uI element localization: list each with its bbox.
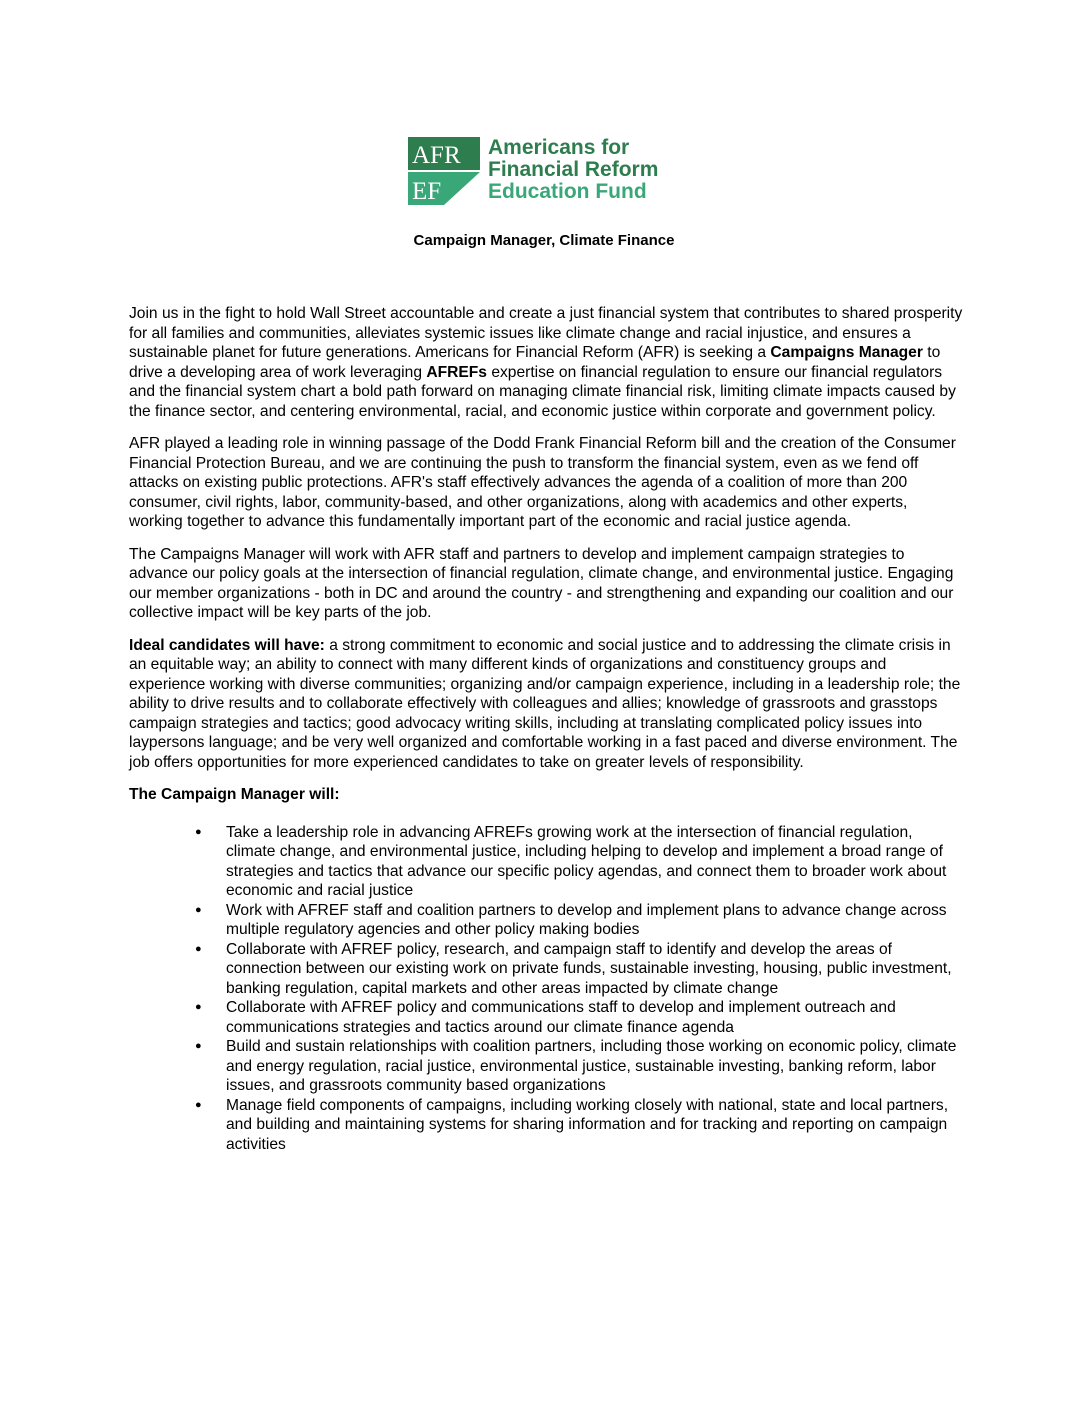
afr-logo [408,137,678,207]
intro-bold-position: Campaigns Manager [770,344,923,361]
intro-text-1: Join us in the fight to hold Wall Street accountable and create a just financial system that contributes to shared prosperity for all families and communities, alleviates systemic issues like climate change and racial injustice, and ensures a sustainable planet for future generations. Americans for Financial Reform (AFR) is seeking a [129,305,963,361]
intro-text-3: expertise on financial regulation to ensure our financial regulators and the financial system chart a bold path forward on managing climate financial risk, limiting climate impacts caused by the finance sector, and centering environmental, racial, and economic justice within corporate and government policy. [129,363,956,420]
logo-line-3: Education Fund [488,180,647,203]
duties-list [129,823,964,1155]
afr-logo-mark [408,137,480,205]
duty-item: ● Work with AFREF staff and coalition partners to develop and implement plans to advance change across multiple regulatory agencies and other policy making bodies [129,901,964,940]
ideal-candidates-lead: Ideal candidates will have: [129,636,325,654]
duty-item: ● Collaborate with AFREF policy, research, and campaign staff to identify and develop the areas of connection between our existing work on private funds, sustainable investing, housing, public investment, banking regulation, capital markets and other areas impacted by climate change [129,940,964,999]
intro-paragraph [129,304,964,421]
duty-item: ● Take a leadership role in advancing AFREFs growing work at the intersection of financial regulation, climate change, and environmental justice, including helping to develop and implement a broad range of strategies and tactics that advance our specific policy agendas, and connect them to broader work about economic and racial justice [129,823,964,901]
logo-mark-bottom-text: EF [412,178,442,205]
role-paragraph: The Campaigns Manager will work with AFR staff and partners to develop and implement campaign strategies to advance our policy goals at the intersection of financial regulation, climate change, and environmental justice. Engaging our member organizations - both in DC and around the country - and strengthening and expanding our coalition and our collective impact will be key parts of the job. [129,545,954,621]
logo-wordmark [488,137,658,203]
intro-bold-org: AFREFs [426,363,487,381]
document-title: Campaign Manager, Climate Finance [413,232,675,249]
duties-heading-text: The Campaign Manager will: [129,786,340,803]
duty-item: ● Manage field components of campaigns, including working closely with national, state and local partners, and building and maintaining systems for sharing information and for tracking and reporting on campaign activities [129,1096,964,1155]
document-body [129,304,964,1154]
duty-item: ● Build and sustain relationships with coalition partners, including those working on economic policy, climate and energy regulation, racial justice, environmental justice, sustainable investing, banking reform, labor issues, and grassroots community based organizations [129,1037,964,1096]
logo-mark-top-text: AFR [412,142,461,169]
logo-line-1: Americans for [488,136,630,159]
ideal-candidates-paragraph [129,636,964,773]
intro-text-2: to drive a developing area of work leveraging [129,344,941,381]
logo-line-2: Financial Reform [488,158,659,181]
history-paragraph: AFR played a leading role in winning passage of the Dodd Frank Financial Reform bill and the creation of the Consumer Financial Protection Bureau, and we are continuing the push to transform the financial system, even as we fend off attacks on existing public protections. AFR's staff effectively advances the agenda of a coalition of more than 200 consumer, civil rights, labor, community-based, and other organizations, along with academics and other experts, working together to advance this fundamentally important part of the economic and racial justice agenda. [129,435,956,530]
duty-item: ● Collaborate with AFREF policy and communications staff to develop and implement outreach and communications strategies and tactics around our climate finance agenda [129,998,964,1037]
ideal-candidates-text: a strong commitment to economic and social justice and to addressing the climate crisis in an equitable way; an ability to connect with many different kinds of organizations and constituency groups and experience working with diverse communities; organizing and/or campaign experience, including in a leadership role; the ability to drive results and to collaborate effectively with colleagues and allies; knowledge of grassroots and grasstops campaign strategies and tactics; good advocacy writing skills, including at translating complicated policy issues into laypersons language; and be very well organized and comfortable working in a fast paced and diverse environment. The job offers opportunities for more experienced candidates to take on greater levels of responsibility. [129,636,961,771]
duties-heading [129,785,964,805]
